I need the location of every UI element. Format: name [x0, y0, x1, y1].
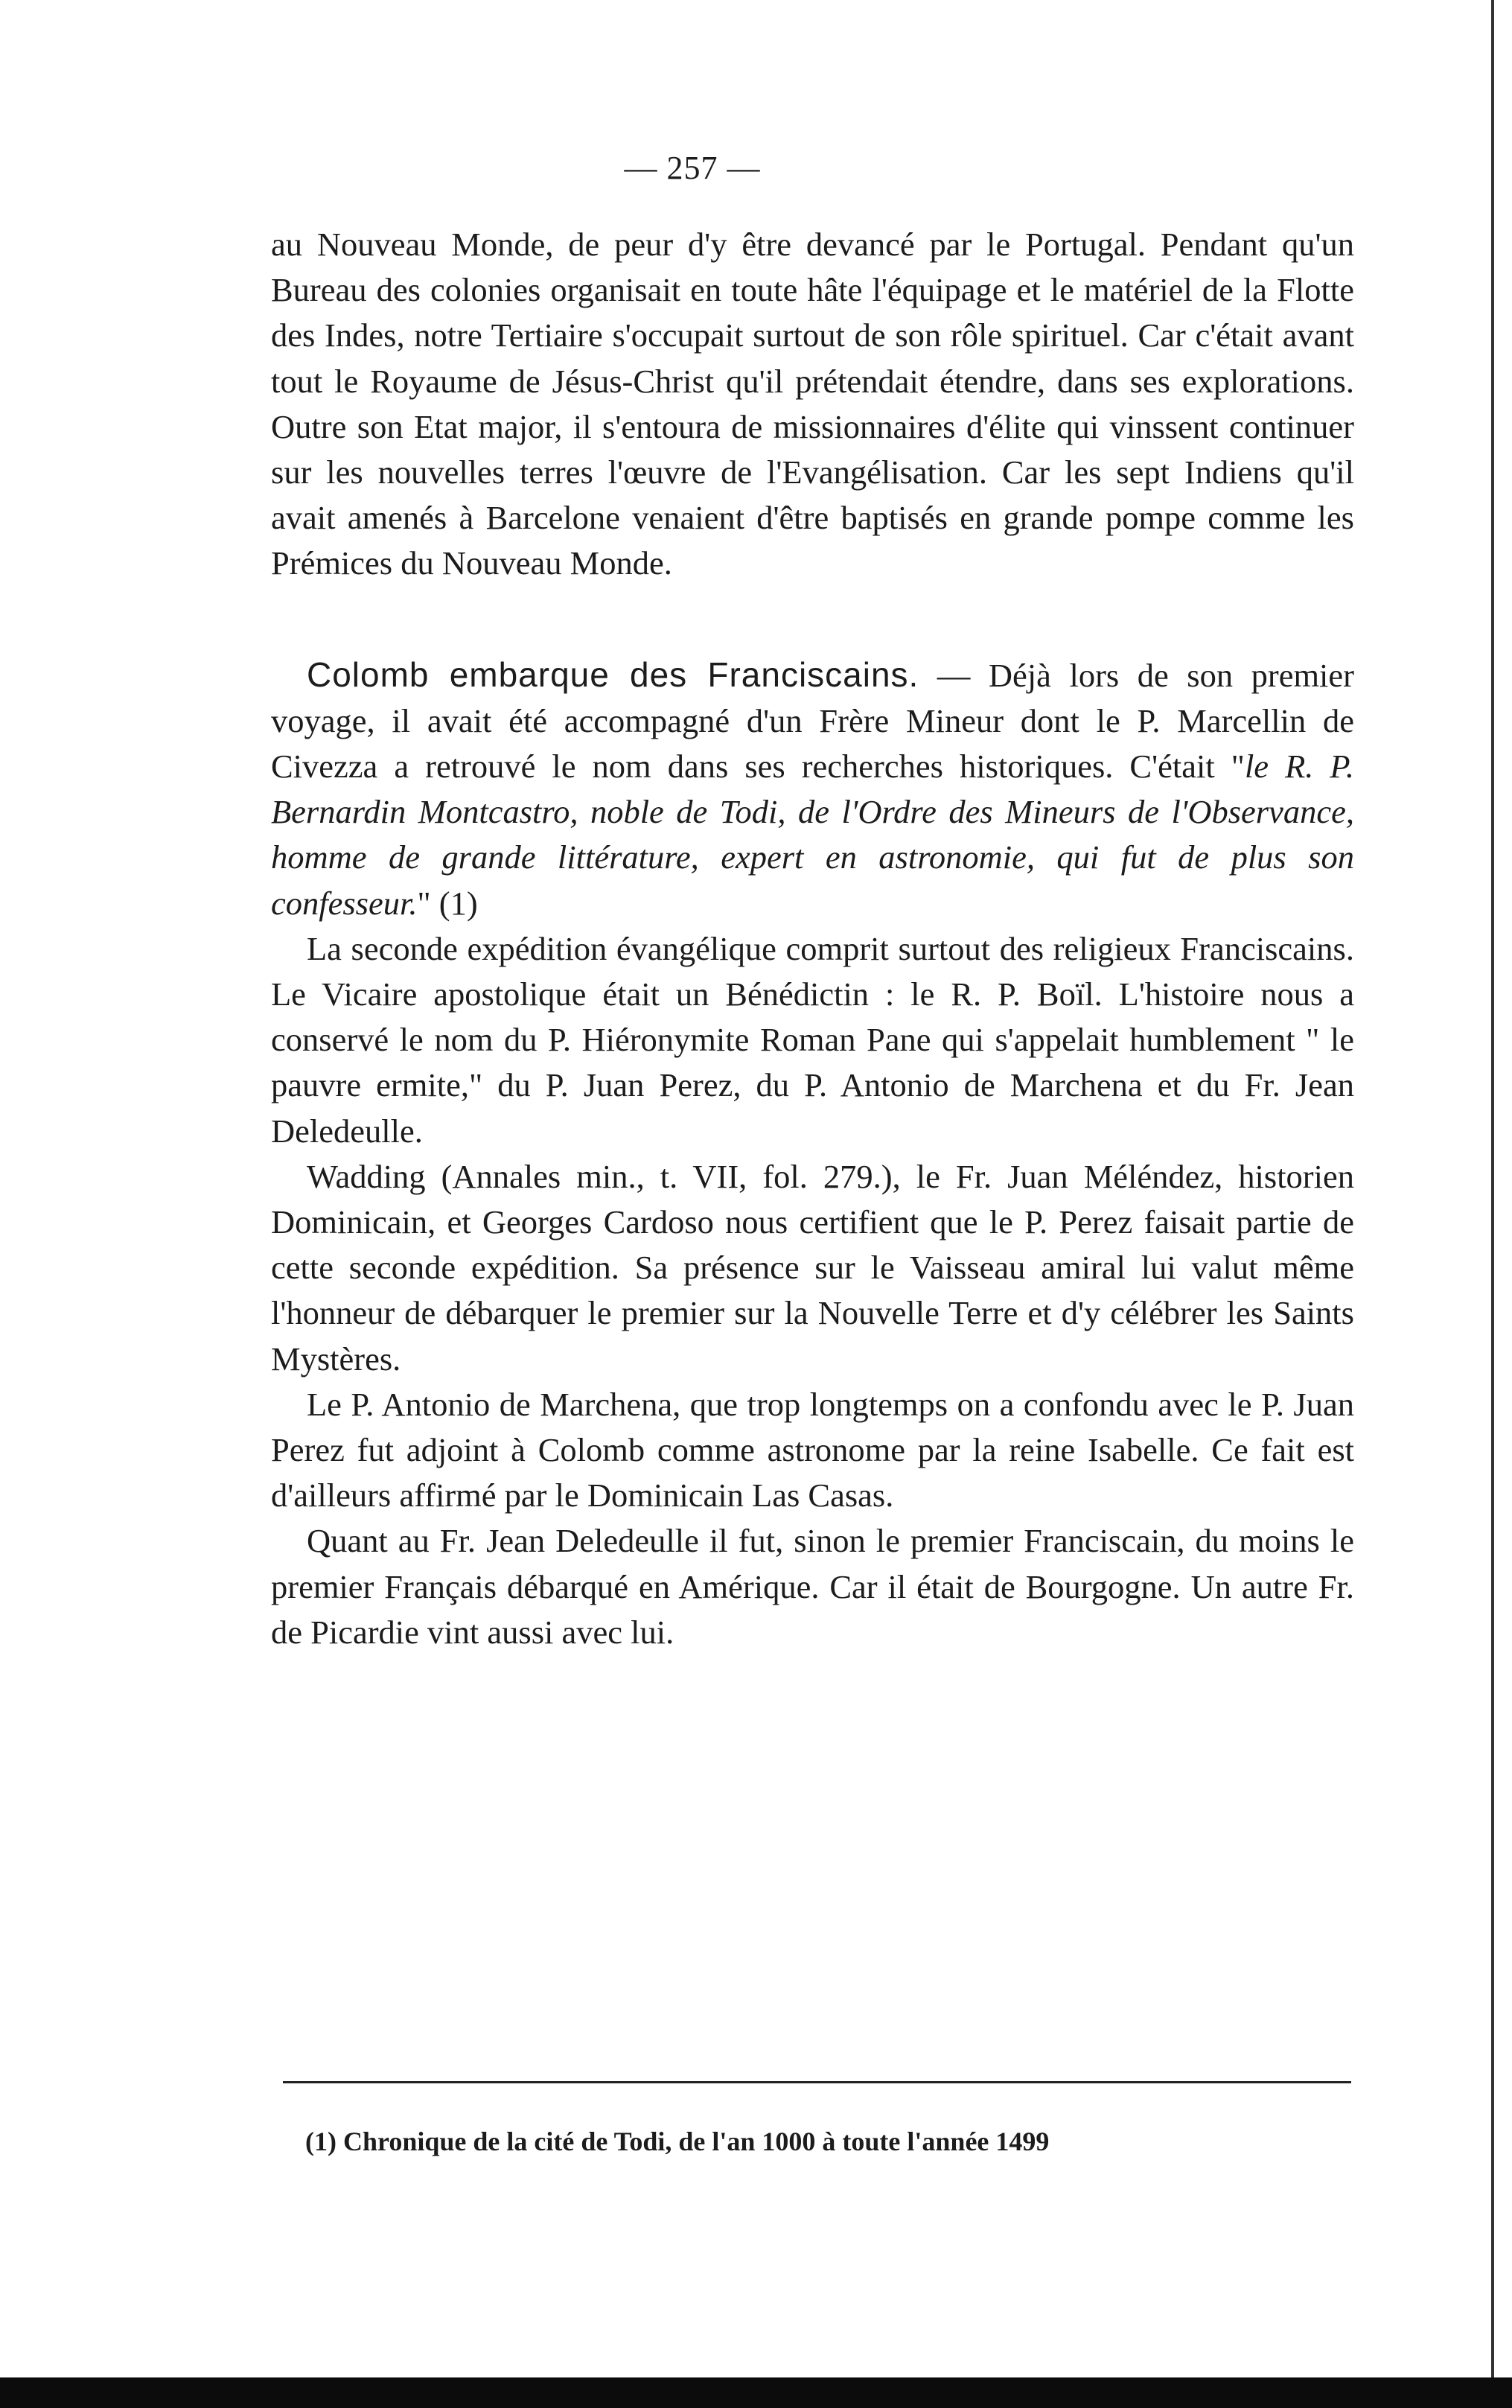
section-intro-text: — Déjà lors de son premier voyage, il avait été accompagné d'un Frère Mineur dont le P. Marcellin de Civezza a retrouvé le nom dans ses recherches historiques. C'était " [271, 656, 1354, 786]
paragraph: Quant au Fr. Jean Deledeulle il fut, sinon le premier Franciscain, du moins le premier Français débarqué en Amérique. Car il était de Bourgogne. Un autre Fr. de Picardie vint aussi avec lui. [271, 1522, 1354, 1651]
quote-close: " (1) [417, 884, 478, 922]
paragraph: Le P. Antonio de Marchena, que trop longtemps on a confondu avec le P. Juan Perez fut adjoint à Colomb comme astronome par la reine Isabelle. Ce fait est d'ailleurs affirmé par le Dominicain Las Casas. [271, 1385, 1354, 1514]
scan-bottom-border [0, 2377, 1512, 2408]
section-paragraph [271, 652, 1354, 926]
paragraph: La seconde expédition évangélique comprit surtout des religieux Franciscains. Le Vicaire apostolique était un Bénédictin : le R. P. Boïl. L'histoire nous a conservé le nom du P. Hiéronymite Roman Pane qui s'appelait humblement " le pauvre ermite," du P. Juan Perez, du P. Antonio de Marchena et du Fr. Jean Deledeulle. [271, 929, 1354, 1150]
footnote-divider [283, 2081, 1351, 2083]
section-heading: Colomb embarque des Franciscains. [307, 654, 919, 694]
page-number: — 257 — [624, 150, 761, 186]
paragraph-continuation: au Nouveau Monde, de peur d'y être devancé par le Portugal. Pendant qu'un Bureau des colonies organisait en toute hâte l'équipage et le matériel de la Flotte des Indes, notre Tertiaire s'occupait surtout de son rôle spirituel. Car c'était avant tout le Royaume de Jésus-Christ qu'il prétendait étendre, dans ses explorations. Outre son Etat major, il s'entoura de missionnaires d'élite qui vinssent continuer sur les nouvelles terres l'œuvre de l'Evangélisation. Car les sept Indiens qu'il avait amenés à Barcelone venaient d'être baptisés en grande pompe comme les Prémices du Nouveau Monde. [271, 226, 1354, 582]
scan-edge-line [1491, 0, 1494, 2377]
footnote: (1) Chronique de la cité de Todi, de l'an 1000 à toute l'année 1499 [305, 2127, 1050, 2156]
paragraph: Wadding (Annales min., t. VII, fol. 279.), le Fr. Juan Méléndez, historien Dominicain, et Georges Cardoso nous certifient que le P. Perez faisait partie de cette seconde expédition. Sa présence sur le Vaisseau amiral lui valut même l'honneur de débarquer le premier sur la Nouvelle Terre et d'y célébrer les Saints Mystères. [271, 1157, 1354, 1377]
main-text [271, 222, 1354, 1655]
italic-quote: le R. P. Bernardin Montcastro, noble de Todi, de l'Ordre des Mineurs de l'Observance, homme de grande littérature, expert en astronomie, qui fut de plus son confesseur. [271, 748, 1355, 922]
